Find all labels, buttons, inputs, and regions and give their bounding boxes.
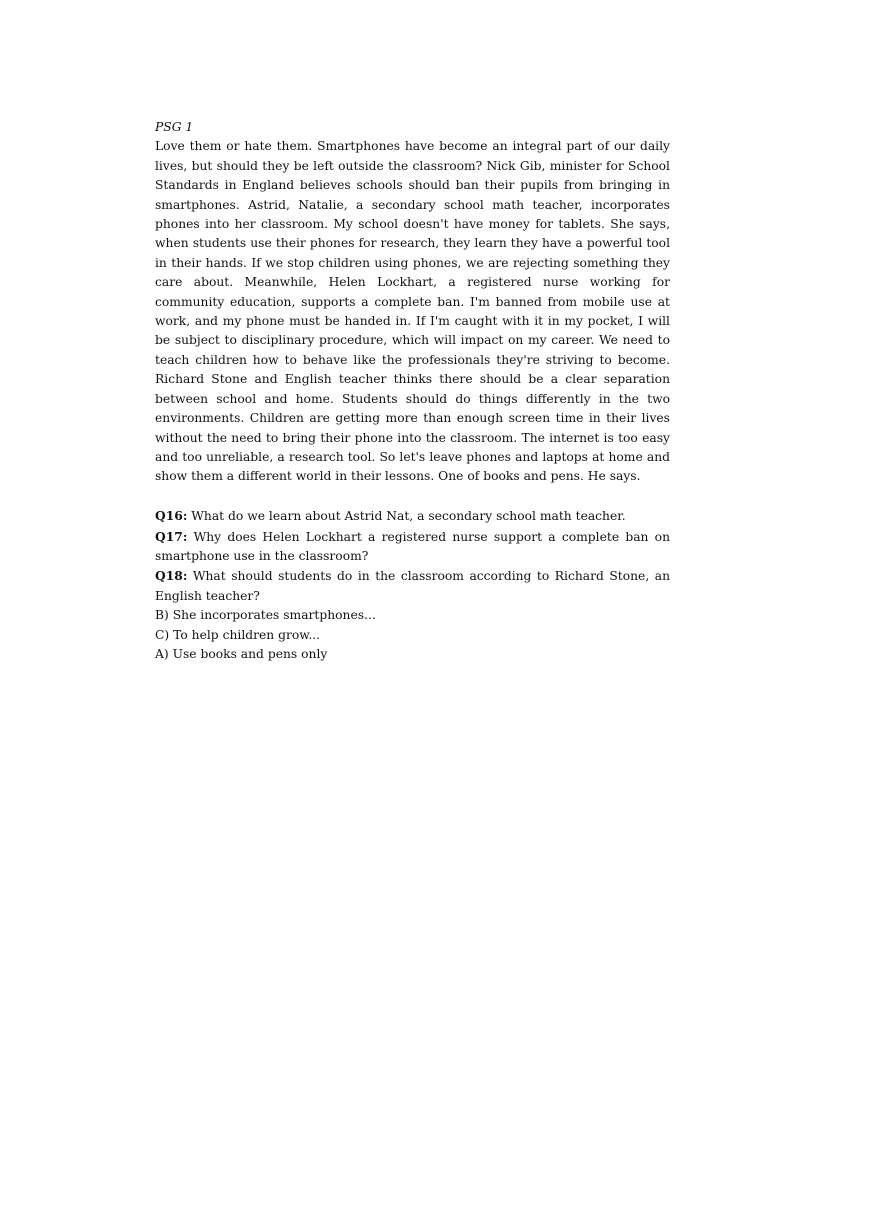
question-label: Q16:	[155, 508, 188, 524]
question-17	[155, 527, 670, 567]
answer-q16: B) She incorporates smartphones...	[155, 608, 376, 623]
question-18	[155, 566, 670, 606]
answer-q18: A) Use books and pens only	[155, 646, 328, 661]
question-text: What do we learn about Astrid Nat, a secondary school math teacher.	[187, 509, 626, 524]
question-label: Q17:	[155, 528, 188, 544]
question-16	[155, 506, 670, 526]
answer-q17: C) To help children grow...	[155, 627, 321, 642]
question-label: Q18:	[155, 568, 188, 584]
section-title: PSG 1	[155, 120, 194, 134]
question-text: What should students do in the classroom according to Richard Stone, an English teacher?	[155, 569, 670, 603]
passage-text: Love them or hate them. Smartphones have become an integral part of our daily lives, but should they be left outside the classroom? Nick Gib, minister for School Standards in England believes schools should ban their pupils from bringing in smartphones. Astrid, Natalie, a secondary school math teacher, incorporates phones into her classroom. My school doesn't have money for tablets. She says, when students use their phones for research, they learn they have a powerful tool in their hands. If we stop children using phones, we are rejecting something they care about. Meanwhile, Helen Lockhart, a registered nurse working for community education, supports a complete ban. I'm banned from mobile use at work, and my phone must be handed in. If I'm caught with it in my pocket, I will be subject to disciplinary procedure, which will impact on my career. We need to teach children how to behave like the professionals they're striving to become. Richard Stone and English teacher thinks there should be a clear separation between school and home. Students should do things differently in the two environments. Children are getting more than enough screen time in their lives without the need to bring their phone into the classroom. The internet is too easy and too unreliable, a research tool. So let's leave phones and laptops at home and show them a different world in their lessons. One of books and pens. He says.	[155, 139, 670, 484]
question-list	[155, 506, 670, 664]
question-text: Why does Helen Lockhart a registered nurse support a complete ban on smartphone use in the classroom?	[155, 529, 670, 563]
document-content	[155, 118, 670, 664]
